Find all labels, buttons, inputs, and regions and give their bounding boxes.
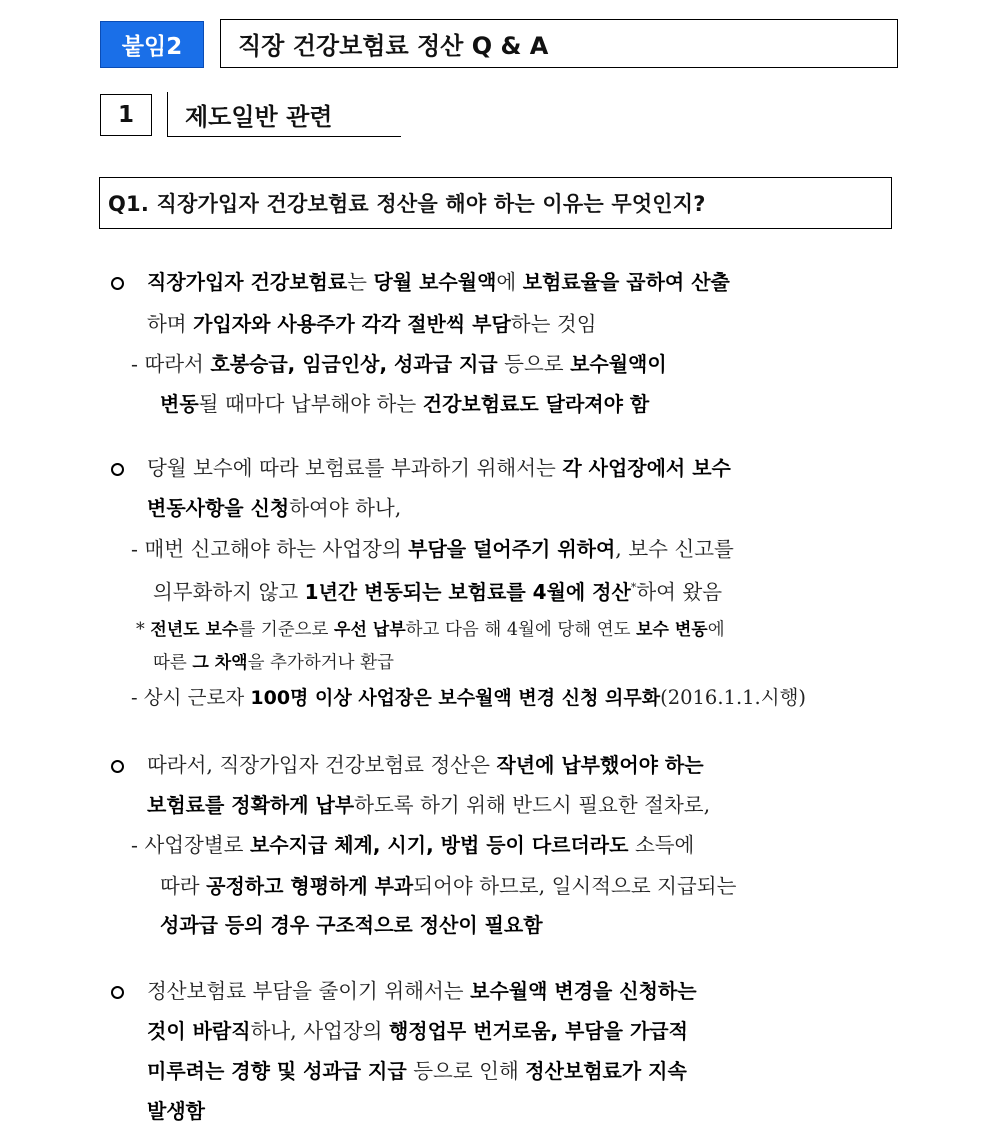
p4-line4: 발생함 [147,1099,205,1123]
p1-line2: 하며 가입자와 사용주가 각각 절반씩 부담하는 것임 [147,312,597,336]
p1-line1: 직장가입자 건강보험료는 당월 보수월액에 보험료율을 곱하여 산출 [147,270,730,294]
bullet-circle [111,986,124,999]
p1-dash1: - 따라서 호봉승급, 임금인상, 성과급 지급 등으로 보수월액이 [131,352,667,376]
p3-line1: 따라서, 직장가입자 건강보험료 정산은 작년에 납부했어야 하는 [147,753,704,777]
attachment-tag: 붙임2 [100,21,204,68]
p2-line1: 당월 보수에 따라 보험료를 부과하기 위해서는 각 사업장에서 보수 [147,456,731,480]
p3-dash2: 따라 공정하고 형평하게 부과되어야 하므로, 일시적으로 지급되는 [160,874,737,898]
p2-note2: 따른 그 차액을 추가하거나 환급 [153,653,394,673]
p2-line2: 변동사항을 신청하여야 하나, [147,496,402,520]
p2-dash2: 의무화하지 않고 1년간 변동되는 보험료를 4월에 정산*하여 왔음 [153,579,723,604]
bullet-circle [111,277,124,290]
p2-dash3: - 상시 근로자 100명 이상 사업장은 보수월액 변경 신청 의무화(2016.1.1.시행) [131,686,807,709]
document-title: 직장 건강보험료 정산 Q & A [220,19,898,68]
p3-dash3: 성과급 등의 경우 구조적으로 정산이 필요함 [160,913,543,937]
section-title-box [167,92,401,137]
section-title: 제도일반 관련 [185,102,333,131]
p4-line2: 것이 바람직하나, 사업장의 행정업무 번거로움, 부담을 가급적 [147,1019,688,1043]
p2-dash1: - 매번 신고해야 하는 사업장의 부담을 덜어주기 위하여, 보수 신고를 [131,537,734,561]
p1-dash2: 변동될 때마다 납부해야 하는 건강보험료도 달라져야 함 [160,392,650,416]
question-text: Q1. 직장가입자 건강보험료 정산을 해야 하는 이유는 무엇인지? [108,192,706,216]
p2-note1: * 전년도 보수를 기준으로 우선 납부하고 다음 해 4월에 당해 연도 보수 변동에 [136,620,725,640]
p4-line3: 미루려는 경향 및 성과급 지급 등으로 인해 정산보험료가 지속 [147,1059,687,1083]
bullet-circle [111,760,124,773]
question-box [99,177,892,229]
section-number: 1 [100,94,152,136]
p3-line2: 보험료를 정확하게 납부하도록 하기 위해 반드시 필요한 절차로, [147,793,711,817]
bullet-circle [111,463,124,476]
p3-dash1: - 사업장별로 보수지급 체계, 시기, 방법 등이 다르더라도 소득에 [131,833,695,857]
p4-line1: 정산보험료 부담을 줄이기 위해서는 보수월액 변경을 신청하는 [147,979,697,1003]
